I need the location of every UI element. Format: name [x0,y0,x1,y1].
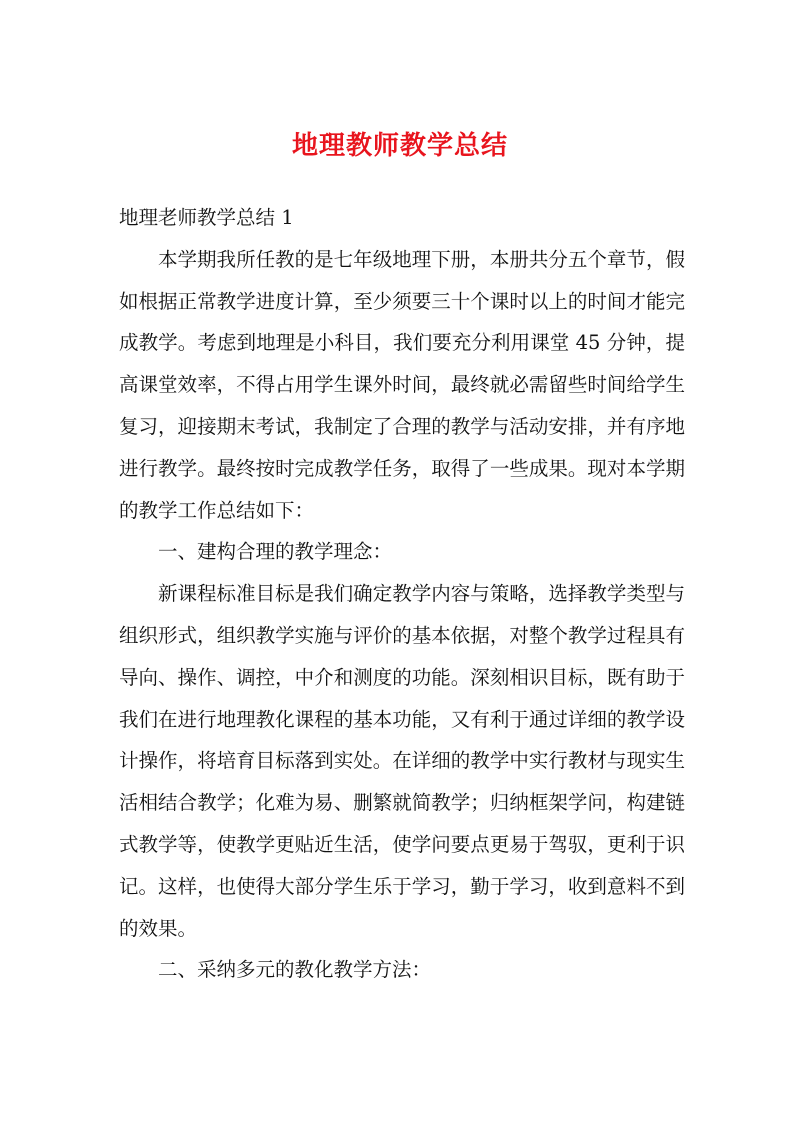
document-title: 地理教师教学总结 [291,131,508,161]
body-paragraph-concept: 新课程标准目标是我们确定教学内容与策略，选择教学类型与组织形式，组织教学实施与评价的基本依据，对整个教学过程具有导向、操作、调控，中介和测度的功能。深刻相识目标，既有助于我们在进行地理教化课程的基本功能，又有利于通过详细的教学设计操作，将培育目标落到实处。在详细的教学中实行教材与现实生活相结合教学；化难为易、删繁就简教学；归纳框架学问，构建链式教学等，使教学更贴近生活，使学问要点更易于驾驭，更利于识记。这样，也使得大部分学生乐于学习，勤于学习，收到意料不到的效果。 [119,582,685,940]
section-heading-1: 一、建构合理的教学理念： [158,540,393,564]
body-paragraph-intro: 本学期我所任教的是七年级地理下册，本册共分五个章节，假如根据正常教学进度计算，至少须要三十个课时以上的时间才能完成教学。考虑到地理是小科目，我们要充分利用课堂 45 分钟，提高课堂效率，不得占用学生课外时间，最终就必需留些时间给学生复习，迎接期末考试，我制定了合理的教学与活动安排，并有序地进行教学。最终按时完成教学任务，取得了一些成果。现对本学期的教学工作总结如下： [119,247,685,522]
document-body [119,197,685,991]
section-heading-2: 二、采纳多元的教化教学方法： [158,958,432,982]
section-subheading: 地理老师教学总结 1 [119,206,294,229]
